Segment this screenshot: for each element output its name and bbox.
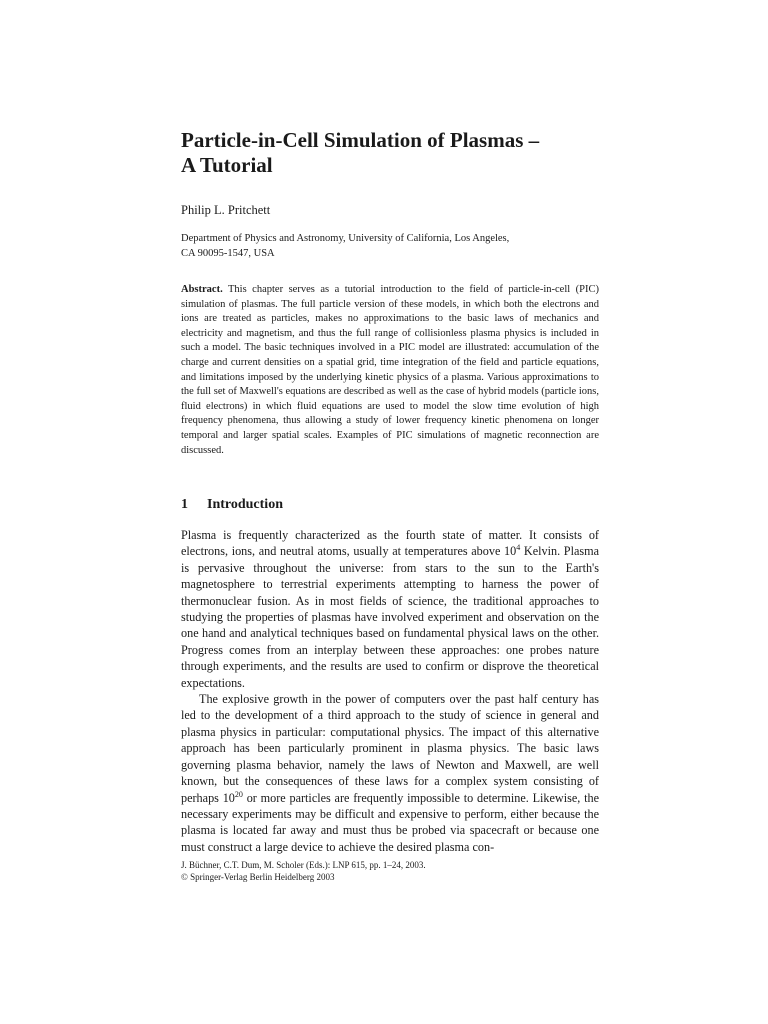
- intro-p2-text-a: The explosive growth in the power of computers over the past half century has led to the development of a third approach to the study of science in general and plasma physics in particular: computational physics. The impact of this alternative approach has been particularly prominent in plasma physics. The basic laws governing plasma behavior, namely the laws of Newton and Maxwell, are well known, but the consequences of these laws for a complex system consisting of perhaps 10: [181, 692, 599, 805]
- citation-line: J. Büchner, C.T. Dum, M. Scholer (Eds.): LNP 615, pp. 1–24, 2003.: [181, 860, 426, 870]
- citation-footer: [181, 859, 599, 883]
- intro-p1-exponent: 4: [516, 543, 521, 553]
- section-title: Introduction: [207, 497, 283, 512]
- paper-title-line-2: A Tutorial: [181, 153, 273, 177]
- section-number: 1: [181, 497, 188, 512]
- affiliation-line-1: Department of Physics and Astronomy, University of California, Los Angeles,: [181, 233, 510, 244]
- abstract-text: This chapter serves as a tutorial introduction to the field of particle-in-cell (PIC) simulation of plasmas. The full particle version of these models, in which both the electrons and ions are treated as particles, makes no approximations to the basic laws of mechanics and electricity and magnetism, and thus the full range of collisionless plasma physics is included in such a model. The basic techniques involved in a PIC model are illustrated: accumulation of the charge and current densities on a spatial grid, time integration of the field and particle equations, and limitations imposed by the underlying kinetic physics of a plasma. Various approximations to the full set of Maxwell's equations are described as well as the case of hybrid models (particle ions, fluid electrons) in which fluid equations are used to model the slow time evolution of high frequency phenomena, thus allowing a study of lower frequency kinetic phenomena on longer temporal and larger spatial scales. Examples of PIC simulations of magnetic reconnection are discussed.: [181, 284, 599, 456]
- intro-p2-exponent: 20: [234, 789, 243, 799]
- author-name: Philip L. Pritchett: [181, 203, 271, 217]
- paper-title-line-1: Particle-in-Cell Simulation of Plasmas –: [181, 128, 540, 152]
- intro-paragraph-1: [181, 527, 599, 691]
- introduction-body: [181, 527, 599, 855]
- abstract: [181, 283, 599, 458]
- intro-p1-text-a: Plasma is frequently characterized as the fourth state of matter. It consists of electrons, ions, and neutral atoms, usually at temperatures above 10: [181, 528, 599, 559]
- copyright-line: © Springer-Verlag Berlin Heidelberg 2003: [181, 872, 335, 882]
- affiliation-line-2: CA 90095-1547, USA: [181, 248, 275, 259]
- author-affiliation: [181, 231, 599, 261]
- intro-p1-text-b: Kelvin. Plasma is pervasive throughout the universe: from stars to the sun to the Earth's magnetosphere to terrestrial experiments attempting to harness the power of thermonuclear fusion. As in most fields of science, the traditional approaches to studying the properties of plasmas have involved experiment and observation on the one hand and analytical techniques based on fundamental physical laws on the other. Progress comes from an interplay between these approaches: one probes nature through experiments, and the results are used to confirm or disprove the theoretical expectations.: [181, 544, 599, 690]
- abstract-label: Abstract.: [181, 284, 223, 295]
- section-heading: [181, 496, 599, 514]
- intro-paragraph-2: [181, 691, 599, 855]
- intro-p2-text-b: or more particles are frequently impossible to determine. Likewise, the necessary experiments may be difficult and expensive to perform, either because the plasma is located far away and must thus be probed via spacecraft or because one must construct a large device to achieve the desired plasma con-: [181, 790, 599, 854]
- paper-title: [181, 128, 599, 178]
